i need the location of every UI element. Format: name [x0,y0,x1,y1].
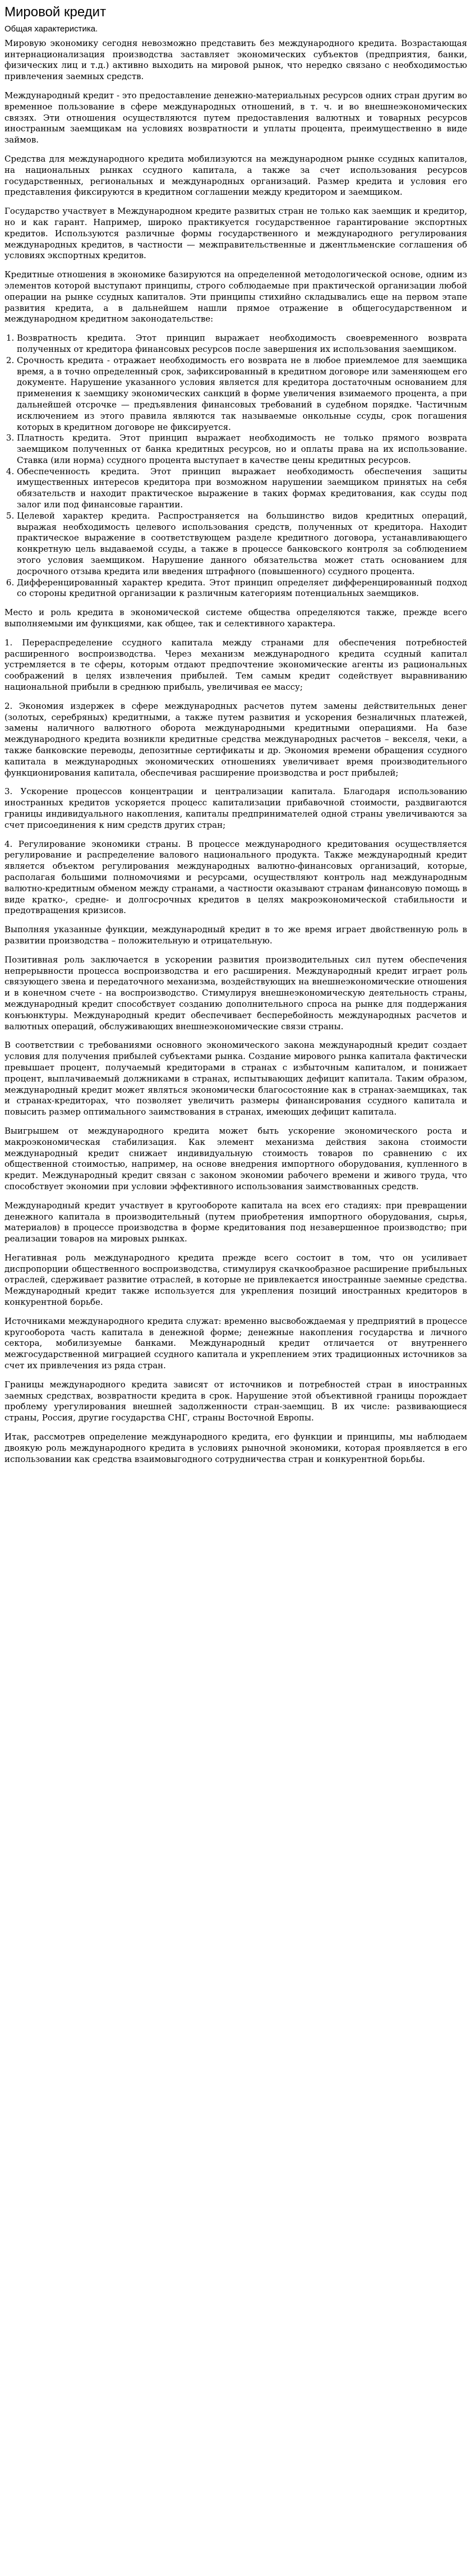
list-item: 5. Целевой характер кредита. Распространяется на большинство видов кредитных операций, выражая необходимость целевого использования средств, полученных от кредитора. Находит практическое выражение в соответствующем разделе кредитного договора, устанавливающего конкретную цель выдаваемой ссуды, а также в процессе банковского контроля за соблюдением этого условия заемщиком. Нарушение данного обязательства может стать основанием для досрочного отзыва кредита или введения штрафного (повышенного) ссудного процента. [17,511,467,577]
section-subtitle: Общая характеристика. [4,24,98,34]
paragraph: 4. Регулирование экономики страны. В процессе международного кредитования осуществляется регулирование и распределение валового национального продукта. Также международный кредит является объектом регулирования международных валютно-финансовых организаций, которые, располагая большими полномочиями и ресурсами, осуществляют контроль над международным валютно-кредитным обменом между странами, а частности оказывают странам финансовую помощь в виде кратко-, средне- и долгосрочных кредитов в целях макроэкономической стабильности и предотвращения кризисов. [4,838,467,916]
paragraph: Государство участвует в Международном кредите развитых стран не только как заемщик и кредитор, но и как гарант. Например, широко практикуется государственное гарантирование экспортных кредитов. Используются различные формы государственного и международного регулирования международных кредитов, в частности — межправительственные и джентльменские соглашения об условиях экспортных кредитов. [4,206,467,261]
list-item: 6. Дифференцированный характер кредита. Этот принцип определяет дифференцированный подход со стороны кредитной организации к различным категориям потенциальных заемщиков. [17,577,467,600]
paragraph: Международный кредит - это предоставление денежно-материальных ресурсов одних стран другим во временное пользование в сфере международных отношений, в т. ч. и во внешнеэкономических связях. Эти отношения осуществляются путем предоставления валютных и товарных ресурсов иностранным заемщикам на условиях возвратности и уплаты процента, преимущественно в виде займов. [4,90,467,145]
paragraph: Границы международного кредита зависят от источников и потребностей стран в иностранных заемных средствах, возвратности кредита в срок. Нарушение этой объективной границы порождает проблему урегулирования внешней задолженности стран-заемщиц. В их числе: развивающиеся страны, Россия, другие государства СНГ, страны Восточной Европы. [4,1379,467,1423]
paragraph: Средства для международного кредита мобилизуются на международном рынке ссудных капиталов, на национальных рынках ссудного капитала, а также за счет использования ресурсов государственных, региональных и международных организаций. Размер кредита и условия его представления фиксируются в кредитном соглашении между кредитором и заемщиком. [4,153,467,198]
list-item: 2. Срочность кредита - отражает необходимость его возврата не в любое приемлемое для заемщика время, а в точно определенный срок, зафиксированный в кредитном договоре или заменяющем его документе. Нарушение указанного условия является для кредитора достаточным основанием для применения к заемщику экономических санкций в форме увеличения взимаемого процента, а при дальнейшей отсрочке — предъявления финансовых требований в судебном порядке. Частичным исключением из этого правила являются так называемые онкольные ссуды, срок погашения которых в кредитном договоре не фиксируется. [17,355,467,433]
paragraph: 3. Ускорение процессов концентрации и централизации капитала. Благодаря использованию иностранных кредитов ускоряется процесс капитализации прибавочной стоимости, раздвигаются границы индивидуального накопления, капиталы предпринимателей одной страны увеличиваются за счет присоединения к ним средств других стран; [4,786,467,830]
paragraph: Мировую экономику сегодня невозможно представить без международного кредита. Возрастающая интернационализация производства заставляет экономических субъектов (предприятия, банки, физических лиц и т.д.) активно выходить на мировой рынок, что нередко связано с необходимостью привлечения заемных средств. [4,38,467,82]
principles-list [4,333,467,599]
paragraph: Кредитные отношения в экономике базируются на определенной методологической основе, одним из элементов которой выступают принципы, строго соблюдаемые при практической организации любой операции на рынке ссудных капиталов. Эти принципы стихийно складывались еще на первом этапе развития кредита, а в дальнейшем нашли прямое отражение в общегосударственном и международном кредитном законодательстве: [4,269,467,324]
paragraph: Выигрышем от международного кредита может быть ускорение экономического роста и макроэкономическая стабилизация. Как элемент механизма действия закона стоимости международный кредит снижает индивидуальную стоимость товаров по сравнению с их общественной стоимостью, например, на основе внедрения импортного оборудования, купленного в кредит. Международный кредит связан с законом экономии рабочего времени и живого труда, что способствует экономии при условии эффективного использования заимствованных средств. [4,1125,467,1191]
list-item: 4. Обеспеченность кредита. Этот принцип выражает необходимость обеспечения защиты имущественных интересов кредитора при возможном нарушении заемщиком принятых на себя обязательств и находит практическое выражение в таких формах кредитования, как ссуды под залог или под финансовые гарантии. [17,466,467,511]
paragraph: 2. Экономия издержек в сфере международных расчетов путем замены действительных денег (золотых, серебряных) кредитными, а также путем развития и ускорения безналичных платежей, замены наличного валютного оборота международными кредитными операциями. На базе международного кредита возникли кредитные средства международных расчетов – векселя, чеки, а также банковские переводы, депозитные сертификаты и др. Экономия времени обращения ссудного капитала в международных экономических отношениях увеличивает время производительного функционирования капитала, обеспечивая расширение производства и рост прибылей; [4,700,467,778]
paragraph: 1. Перераспределение ссудного капитала между странами для обеспечения потребностей расширенного воспроизводства. Через механизм международного кредита ссудный капитал устремляется в те сферы, которым отдают предпочтение экономические агенты из рациональных соображений в целях извлечения прибылей. Тем самым кредит содействует выравниванию национальной прибыли в среднюю прибыль, увеличивая ее массу; [4,637,467,693]
list-item: 3. Платность кредита. Этот принцип выражает необходимость не только прямого возврата заемщиком полученных от банка кредитных ресурсов, но и оплаты права на их использование. Ставка (или норма) ссудного процента выступает в качестве цены кредитных ресурсов. [17,433,467,466]
paragraph: Международный кредит участвует в кругообороте капитала на всех его стадиях: при превращении денежного капитала в производительный (путем приобретения импортного оборудования, сырья, материалов) в процессе производства в форме кредитования под незавершенное производство; при реализации товаров на мировых рынках. [4,1200,467,1244]
paragraph: В соответствии с требованиями основного экономического закона международный кредит создает условия для получения прибылей субъектами рынка. Создание мирового рынка капитала фактически превышает процент, получаемый кредиторами в странах с избыточным капиталом, и понижает процент, выплачиваемый должниками в странах, испытывающих дефицит капитала. Таким образом, международный кредит может являться экономически благосостояние как в странах-заемщиках, так и странах-кредиторах, что позволяет увеличить размеры финансирования ссудного капитала и повысить размер оптимального заимствования в странах, имеющих дефицит капитала. [4,1040,467,1117]
list-item: 1. Возвратность кредита. Этот принцип выражает необходимость своевременного возврата полученных от кредитора финансовых ресурсов после завершения их использования заемщиком. [17,333,467,355]
paragraph: Место и роль кредита в экономической системе общества определяются также, прежде всего выполняемыми им функциями, как общее, так и селективного характера. [4,607,467,629]
paragraph: Позитивная роль заключается в ускорении развития производительных сил путем обеспечения непрерывности процесса воспроизводства и его расширения. Международный кредит играет роль связующего звена и передаточного механизма, воздействующих на внешнеэкономические отношения и в конечном счете - на воспроизводство. Стимулируя внешнеэкономическую деятельность страны, международный кредит способствует созданию дополнительного спроса на рынке для поддержания конъюнктуры. Международный кредит обеспечивает бесперебойность международных расчетов и валютных операций, обслуживающих внешнеэкономические связи страны. [4,954,467,1032]
paragraph: Выполняя указанные функции, международный кредит в то же время играет двойственную роль в развитии производства – положительную и отрицательную. [4,924,467,946]
page-title: Мировой кредит [4,4,107,20]
paragraph: Негативная роль международного кредита прежде всего состоит в том, что он усиливает диспропорции общественного воспроизводства, стимулируя скачкообразное расширение прибыльных отраслей, сдерживает развитие отраслей, в которые не привлекается иностранные заемные средства. Международный кредит также используется для укрепления позиций иностранных кредиторов в конкурентной борьбе. [4,1252,467,1308]
paragraph: Источниками международного кредита служат: временно высвобождаемая у предприятий в процессе кругооборота часть капитала в денежной форме; денежные накопления государства и личного сектора, мобилизуемые банками. Международный кредит отличается от внутреннего межгосударственной миграцией ссудного капитала и укреплением этих традиционных источников за счет их привлечения из ряда стран. [4,1315,467,1371]
paragraph: Итак, рассмотрев определение международного кредита, его функции и принципы, мы наблюдаем двоякую роль международного кредита в условиях рыночной экономики, которая проявляется в его использовании как средства взаимовыгодного сотрудничества стран и конкурентной борьбы. [4,1432,467,1464]
